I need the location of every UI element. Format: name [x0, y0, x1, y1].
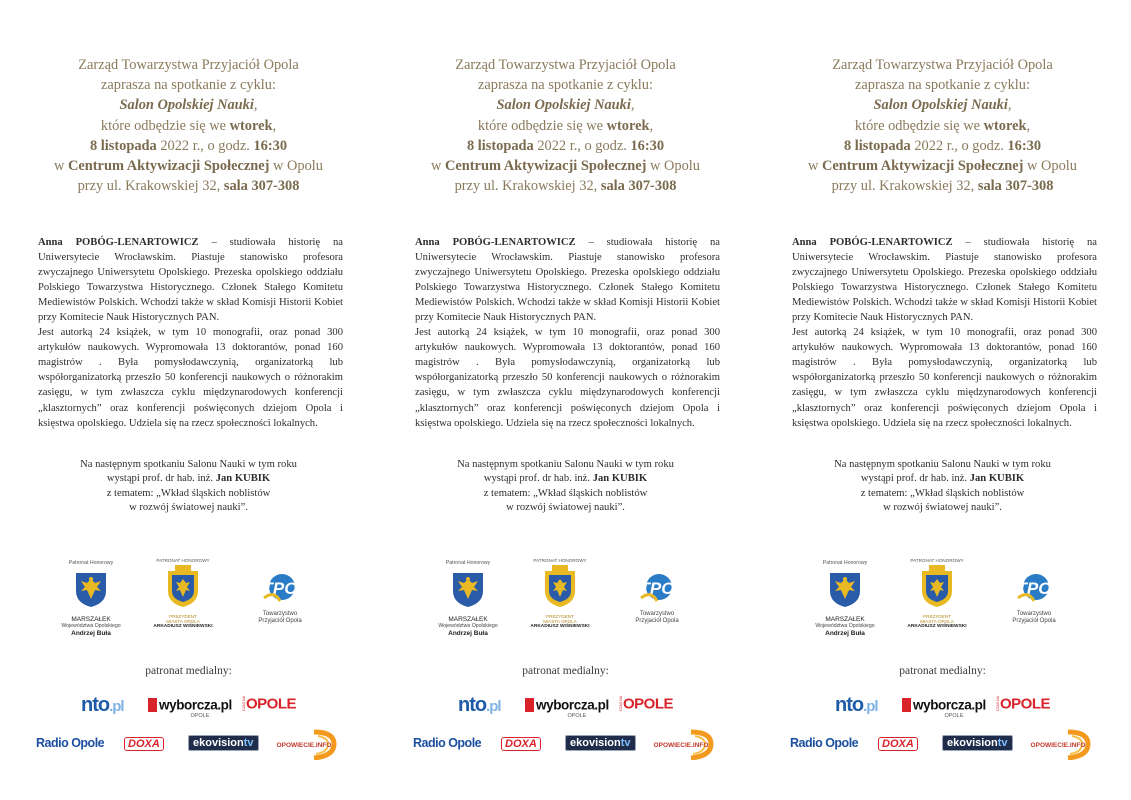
wyborcza-logo	[902, 696, 986, 719]
patron-mayor-caption: PATRONAT HONOROWY	[910, 558, 964, 563]
patron-tpo-line2: Przyjaciół Opola	[1012, 618, 1056, 624]
nto-logo	[458, 694, 501, 717]
next-speaker-name: Jan KUBIK	[969, 473, 1025, 485]
wyborcza-logo	[525, 696, 609, 719]
invite-line-date	[754, 136, 1131, 156]
doxa-logo	[501, 734, 541, 752]
next-speaker-title: wystąpi prof. dr hab. inż.	[483, 473, 593, 485]
media-logos-row-2	[0, 728, 377, 762]
series-comma: ,	[253, 97, 258, 114]
next-line-1: Na następnym spotkaniu Salonu Nauki w tym roku	[457, 459, 674, 470]
media-logos-row-2	[377, 728, 754, 762]
opowiecie-logo	[647, 728, 717, 765]
day-name: wtorek	[229, 117, 273, 134]
patron-mayor-name: ARKADIUSZ WIŚNIEWSKI	[530, 624, 590, 629]
series-name: Salon Opolskiej Nauki	[496, 97, 631, 114]
opole-voivodeship-crest-icon	[451, 571, 485, 609]
tpo-logo-text: TPO	[639, 579, 675, 598]
doxa-logo-text: DOXA	[878, 737, 918, 751]
honorary-patrons	[435, 560, 695, 645]
speaker-first-name: Anna	[792, 237, 830, 248]
doxa-logo	[878, 734, 918, 752]
next-line-1: Na następnym spotkaniu Salonu Nauki w tym roku	[834, 459, 1051, 470]
patron-marshal-name: Andrzej Buła	[71, 630, 111, 637]
ekovision-logo-text: ekovision	[947, 737, 998, 749]
ekovision-logo-tv: tv	[997, 737, 1008, 749]
ekovision-logo-text: ekovision	[193, 737, 244, 749]
opowiecie-logo-text: OPOWIECIE.INFO	[276, 742, 332, 749]
speaker-bio	[792, 235, 1097, 431]
address-street: przy ul. Krakowskiej 32,	[454, 178, 601, 195]
patron-mayor-sub: MIASTA OPOLA	[543, 619, 577, 624]
address-street: przy ul. Krakowskiej 32,	[831, 178, 978, 195]
venue-city: w Opolu	[269, 158, 323, 175]
invite-line-day	[754, 116, 1131, 136]
date-middle: 2022 r., o godz.	[156, 137, 254, 154]
next-line-3: z tematem: „Wkład śląskich noblistów	[483, 487, 648, 499]
day-name: wtorek	[606, 117, 650, 134]
next-line-3: z tematem: „Wkład śląskich noblistów	[106, 487, 271, 499]
wyborcza-logo-sub: OPOLE	[944, 713, 964, 719]
nto-logo-text: nto	[458, 694, 487, 716]
event-date: 8 listopada	[843, 137, 911, 154]
next-line-2	[377, 472, 754, 486]
speaker-last-name: POBÓG-LENARTOWICZ	[75, 237, 199, 248]
invite-line-society: Zarząd Towarzystwa Przyjaciół Opola	[832, 57, 1053, 73]
bio-paragraph-1	[792, 235, 1097, 325]
czas-na-prefix: CZAS NA	[996, 696, 1000, 712]
invite-line-venue	[754, 156, 1131, 176]
bio-text-1: – studiowała historię na Uniwersytecie Wrocławskim. Piastuje stanowisko profesora zwyczajnego Uniwersytetu Opolskiego. Prezeska opolskiego oddziału Polskiego Towarzystwa Historycznego. Członek Stałego Komitetu Mediewistów Polskich. Wchodzi także w skład Komisji Historii Kobiet przy Komitecie Nauk Historycznych PAN.	[792, 237, 1097, 324]
patron-marshal	[812, 560, 878, 637]
invite-line-date	[377, 136, 754, 156]
patron-marshal-name: Andrzej Buła	[448, 630, 488, 637]
invite-line-society: Zarząd Towarzystwa Przyjaciół Opola	[78, 57, 299, 73]
opowiecie-logo-text: OPOWIECIE.INFO	[1030, 742, 1086, 749]
czas-na-prefix: CZAS NA	[619, 696, 623, 712]
media-logos-row-1	[0, 692, 377, 722]
venue-prefix: w	[807, 158, 822, 175]
date-middle: 2022 r., o godz.	[533, 137, 631, 154]
wyborcza-square-icon	[525, 698, 534, 712]
patron-marshal-sub: Województwa Opolskiego	[438, 623, 498, 629]
tpo-logo-icon	[260, 568, 300, 606]
czas-opole-text: OPOLE	[1000, 695, 1051, 713]
day-comma: ,	[1026, 117, 1031, 134]
invite-line-series	[754, 95, 1131, 115]
next-line-2	[754, 472, 1131, 486]
wyborcza-logo-sub: OPOLE	[190, 713, 210, 719]
invitation-panel	[377, 0, 754, 800]
opole-city-crest-icon	[166, 565, 200, 609]
patron-marshal-name: Andrzej Buła	[825, 630, 865, 637]
patron-mayor-name: ARKADIUSZ WIŚNIEWSKI	[907, 624, 967, 629]
czas-na-opole-logo	[242, 695, 296, 713]
next-line-4: w rozwój światowej nauki”.	[506, 502, 625, 514]
venue-prefix: w	[430, 158, 445, 175]
radio-opole-logo: Radio Opole	[413, 736, 482, 750]
wyborcza-square-icon	[148, 698, 157, 712]
invite-line-invites: zaprasza na spotkanie z cyklu:	[477, 77, 653, 94]
wyborcza-logo-text: wyborcza.pl	[536, 697, 609, 713]
ekovision-logo-text: ekovision	[570, 737, 621, 749]
radio-opole-logo: Radio Opole	[790, 736, 859, 750]
next-speaker-title: wystąpi prof. dr hab. inż.	[106, 473, 216, 485]
bio-paragraph-2: Jest autorką 24 książek, w tym 10 monografii, oraz ponad 300 artykułów naukowych. Wypromowała 13 doktorantów, ponad 160 magistrów . Była pomysłodawczynią, organizatorką lub współorganizatorką przeszło 50 konferencji naukowych o różnorakim zasięgu, w tym zwłaszcza cyklu międzynarodowych konferencji „klasztornych” oraz konferencji poświęconych dziejom Opola i księstwa opolskiego. Udziela się na rzecz społeczności lokalnych.	[415, 327, 720, 429]
honorary-patrons	[812, 560, 1072, 645]
speaker-first-name: Anna	[415, 237, 453, 248]
wyborcza-logo-text: wyborcza.pl	[913, 697, 986, 713]
patron-mayor-caption: PATRONAT HONOROWY	[533, 558, 587, 563]
event-date: 8 listopada	[89, 137, 157, 154]
opowiecie-logo	[270, 728, 340, 765]
invitation-panel	[754, 0, 1131, 800]
next-line-1: Na następnym spotkaniu Salonu Nauki w tym roku	[80, 459, 297, 470]
patron-marshal-caption: Patronat Honorowy	[445, 560, 491, 566]
next-line-4: w rozwój światowej nauki”.	[129, 502, 248, 514]
invitation-panel	[0, 0, 377, 800]
invite-line-venue	[0, 156, 377, 176]
patron-marshal-sub: Województwa Opolskiego	[815, 623, 875, 629]
next-speaker-name: Jan KUBIK	[215, 473, 271, 485]
tpo-logo-text: TPO	[262, 579, 298, 598]
radio-opole-logo: Radio Opole	[36, 736, 105, 750]
nto-logo-pl: .pl	[863, 698, 878, 715]
next-meeting	[0, 458, 377, 516]
tpo-logo-icon	[637, 568, 677, 606]
nto-logo	[81, 694, 124, 717]
venue-name: Centrum Aktywizacji Społecznej	[67, 158, 270, 175]
czas-na-opole-logo	[619, 695, 673, 713]
next-line-4: w rozwój światowej nauki”.	[883, 502, 1002, 514]
day-prefix: które odbędzie się we	[100, 117, 230, 134]
doxa-logo-text: DOXA	[501, 737, 541, 751]
patron-mayor-title: PREZYDENT	[923, 614, 951, 619]
patron-marshal-caption: Patronat Honorowy	[68, 560, 114, 566]
bio-paragraph-2: Jest autorką 24 książek, w tym 10 monografii, oraz ponad 300 artykułów naukowych. Wypromowała 13 doktorantów, ponad 160 magistrów . Była pomysłodawczynią, organizatorką lub współorganizatorką przeszło 50 konferencji naukowych o różnorakim zasięgu, w tym zwłaszcza cyklu międzynarodowych konferencji „klasztornych” oraz konferencji poświęconych dziejom Opola i księstwa opolskiego. Udziela się na rzecz społeczności lokalnych.	[38, 327, 343, 429]
czas-na-prefix: CZAS NA	[242, 696, 246, 712]
invite-line-venue	[377, 156, 754, 176]
bio-text-1: – studiowała historię na Uniwersytecie Wrocławskim. Piastuje stanowisko profesora zwyczajnego Uniwersytetu Opolskiego. Prezeska opolskiego oddziału Polskiego Towarzystwa Historycznego. Członek Stałego Komitetu Mediewistów Polskich. Wchodzi także w skład Komisji Historii Kobiet przy Komitecie Nauk Historycznych PAN.	[38, 237, 343, 324]
nto-logo-pl: .pl	[109, 698, 124, 715]
ekovision-logo	[565, 733, 636, 751]
bio-paragraph-1	[38, 235, 343, 325]
venue-name: Centrum Aktywizacji Społecznej	[821, 158, 1024, 175]
series-name: Salon Opolskiej Nauki	[873, 97, 1008, 114]
invite-line-series	[377, 95, 754, 115]
speaker-bio	[415, 235, 720, 431]
invite-line-address	[754, 176, 1131, 196]
media-patrons-title: patronat medialny:	[145, 665, 232, 677]
patron-tpo-line1: Towarzystwo	[262, 611, 298, 617]
patron-mayor	[525, 558, 595, 629]
day-prefix: które odbędzie się we	[477, 117, 607, 134]
speaker-bio	[38, 235, 343, 431]
nto-logo-pl: .pl	[486, 698, 501, 715]
czas-na-opole-logo	[996, 695, 1050, 713]
series-comma: ,	[1007, 97, 1012, 114]
media-logos-row-2	[754, 728, 1131, 762]
nto-logo-text: nto	[81, 694, 110, 716]
nto-logo-text: nto	[835, 694, 864, 716]
opowiecie-swoosh-icon	[647, 728, 717, 760]
invite-line-day	[377, 116, 754, 136]
invite-line-date	[0, 136, 377, 156]
address-room: sala 307-308	[600, 178, 677, 195]
ekovision-logo-box	[188, 735, 259, 751]
venue-prefix: w	[53, 158, 68, 175]
invitation-header	[0, 55, 377, 196]
next-speaker-title: wystąpi prof. dr hab. inż.	[860, 473, 970, 485]
speaker-last-name: POBÓG-LENARTOWICZ	[452, 237, 576, 248]
patron-marshal-caption: Patronat Honorowy	[822, 560, 868, 566]
opowiecie-logo	[1024, 728, 1094, 765]
ekovision-logo-box	[942, 735, 1013, 751]
speaker-first-name: Anna	[38, 237, 76, 248]
media-logos-row-1	[377, 692, 754, 722]
next-line-2	[0, 472, 377, 486]
series-name: Salon Opolskiej Nauki	[119, 97, 254, 114]
invite-line-series	[0, 95, 377, 115]
opowiecie-logo-text: OPOWIECIE.INFO	[653, 742, 709, 749]
day-comma: ,	[272, 117, 277, 134]
next-meeting	[754, 458, 1131, 516]
patron-marshal-title: MARSZAŁEK	[825, 616, 865, 623]
patron-marshal	[58, 560, 124, 637]
ekovision-logo-tv: tv	[620, 737, 631, 749]
wyborcza-logo	[148, 696, 232, 719]
event-time: 16:30	[253, 137, 288, 154]
patron-mayor-name: ARKADIUSZ WIŚNIEWSKI	[153, 624, 213, 629]
event-time: 16:30	[630, 137, 665, 154]
invite-line-invites: zaprasza na spotkanie z cyklu:	[854, 77, 1030, 94]
patron-tpo-line2: Przyjaciół Opola	[258, 618, 302, 624]
patron-mayor-sub: MIASTA OPOLA	[166, 619, 200, 624]
tpo-logo-icon	[1014, 568, 1054, 606]
date-middle: 2022 r., o godz.	[910, 137, 1008, 154]
patron-tpo	[248, 568, 312, 625]
patron-tpo	[1002, 568, 1066, 625]
honorary-patrons	[58, 560, 318, 645]
ekovision-logo-box	[565, 735, 636, 751]
venue-name: Centrum Aktywizacji Społecznej	[444, 158, 647, 175]
invite-line-address	[0, 176, 377, 196]
patron-tpo	[625, 568, 689, 625]
address-street: przy ul. Krakowskiej 32,	[77, 178, 224, 195]
address-room: sala 307-308	[223, 178, 300, 195]
invite-line-society: Zarząd Towarzystwa Przyjaciół Opola	[455, 57, 676, 73]
event-time: 16:30	[1007, 137, 1042, 154]
tpo-logo-text: TPO	[1016, 579, 1052, 598]
day-name: wtorek	[983, 117, 1027, 134]
patron-mayor-title: PREZYDENT	[169, 614, 197, 619]
invite-line-invites: zaprasza na spotkanie z cyklu:	[100, 77, 276, 94]
opole-city-crest-icon	[543, 565, 577, 609]
media-patrons-title: patronat medialny:	[899, 665, 986, 677]
day-comma: ,	[649, 117, 654, 134]
patron-mayor-sub: MIASTA OPOLA	[920, 619, 954, 624]
wyborcza-square-icon	[902, 698, 911, 712]
czas-opole-text: OPOLE	[246, 695, 297, 713]
ekovision-logo	[188, 733, 259, 751]
event-date: 8 listopada	[466, 137, 534, 154]
venue-city: w Opolu	[646, 158, 700, 175]
patron-tpo-line2: Przyjaciół Opola	[635, 618, 679, 624]
opole-city-crest-icon	[920, 565, 954, 609]
address-room: sala 307-308	[977, 178, 1054, 195]
patron-marshal-title: MARSZAŁEK	[71, 616, 111, 623]
opowiecie-swoosh-icon	[1024, 728, 1094, 760]
doxa-logo-text: DOXA	[124, 737, 164, 751]
opowiecie-swoosh-icon	[270, 728, 340, 760]
next-speaker-name: Jan KUBIK	[592, 473, 648, 485]
speaker-last-name: POBÓG-LENARTOWICZ	[829, 237, 953, 248]
ekovision-logo	[942, 733, 1013, 751]
ekovision-logo-tv: tv	[243, 737, 254, 749]
media-logos-row-1	[754, 692, 1131, 722]
patron-marshal	[435, 560, 501, 637]
next-meeting	[377, 458, 754, 516]
czas-opole-text: OPOLE	[623, 695, 674, 713]
invitation-header	[377, 55, 754, 196]
patron-mayor	[148, 558, 218, 629]
opole-voivodeship-crest-icon	[828, 571, 862, 609]
patron-marshal-sub: Województwa Opolskiego	[61, 623, 121, 629]
series-comma: ,	[630, 97, 635, 114]
patron-tpo-line1: Towarzystwo	[1016, 611, 1052, 617]
invitation-header	[754, 55, 1131, 196]
patron-marshal-title: MARSZAŁEK	[448, 616, 488, 623]
day-prefix: które odbędzie się we	[854, 117, 984, 134]
bio-paragraph-2: Jest autorką 24 książek, w tym 10 monografii, oraz ponad 300 artykułów naukowych. Wypromowała 13 doktorantów, ponad 160 magistrów . Była pomysłodawczynią, organizatorką lub współorganizatorką przeszło 50 konferencji naukowych o różnorakim zasięgu, w tym zwłaszcza cyklu międzynarodowych konferencji „klasztornych” oraz konferencji poświęconych dziejom Opola i księstwa opolskiego. Udziela się na rzecz społeczności lokalnych.	[792, 327, 1097, 429]
next-line-3: z tematem: „Wkład śląskich noblistów	[860, 487, 1025, 499]
patron-tpo-line1: Towarzystwo	[639, 611, 675, 617]
nto-logo	[835, 694, 878, 717]
patron-mayor-caption: PATRONAT HONOROWY	[156, 558, 210, 563]
opole-voivodeship-crest-icon	[74, 571, 108, 609]
bio-text-1: – studiowała historię na Uniwersytecie Wrocławskim. Piastuje stanowisko profesora zwyczajnego Uniwersytetu Opolskiego. Prezeska opolskiego oddziału Polskiego Towarzystwa Historycznego. Członek Stałego Komitetu Mediewistów Polskich. Wchodzi także w skład Komisji Historii Kobiet przy Komitecie Nauk Historycznych PAN.	[415, 237, 720, 324]
invite-line-address	[377, 176, 754, 196]
wyborcza-logo-sub: OPOLE	[567, 713, 587, 719]
venue-city: w Opolu	[1023, 158, 1077, 175]
patron-mayor-title: PREZYDENT	[546, 614, 574, 619]
wyborcza-logo-text: wyborcza.pl	[159, 697, 232, 713]
bio-paragraph-1	[415, 235, 720, 325]
patron-mayor	[902, 558, 972, 629]
media-patrons-title: patronat medialny:	[522, 665, 609, 677]
invite-line-day	[0, 116, 377, 136]
doxa-logo	[124, 734, 164, 752]
